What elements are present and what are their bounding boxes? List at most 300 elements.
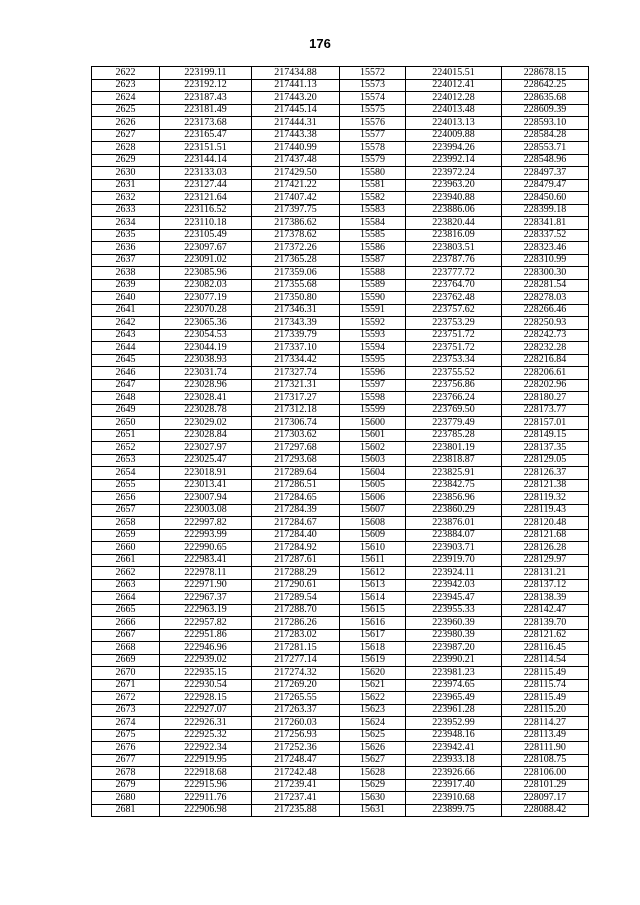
point-number-cell: 2658 [92, 517, 160, 530]
y-coordinate-cell: 228337.52 [502, 229, 589, 242]
point-number-cell: 15599 [340, 404, 406, 417]
x-coordinate-cell: 222911.76 [160, 792, 252, 805]
y-coordinate-cell: 228138.39 [502, 592, 589, 605]
point-number-cell: 2623 [92, 79, 160, 92]
table-row [92, 179, 589, 192]
table-row [92, 242, 589, 255]
y-coordinate-cell: 217297.68 [252, 442, 340, 455]
table-row [92, 629, 589, 642]
x-coordinate-cell: 223952.99 [406, 717, 502, 730]
x-coordinate-cell: 223116.52 [160, 204, 252, 217]
x-coordinate-cell: 223803.51 [406, 242, 502, 255]
point-number-cell: 2647 [92, 379, 160, 392]
table-row [92, 142, 589, 155]
x-coordinate-cell: 223903.71 [406, 542, 502, 555]
x-coordinate-cell: 224012.28 [406, 92, 502, 105]
y-coordinate-cell: 228115.20 [502, 704, 589, 717]
point-number-cell: 15573 [340, 79, 406, 92]
point-number-cell: 2632 [92, 192, 160, 205]
point-number-cell: 2634 [92, 217, 160, 230]
x-coordinate-cell: 223077.19 [160, 292, 252, 305]
x-coordinate-cell: 223787.76 [406, 254, 502, 267]
y-coordinate-cell: 217359.06 [252, 267, 340, 280]
y-coordinate-cell: 217288.29 [252, 567, 340, 580]
y-coordinate-cell: 228450.60 [502, 192, 589, 205]
point-number-cell: 2660 [92, 542, 160, 555]
table-row [92, 642, 589, 655]
x-coordinate-cell: 223963.20 [406, 179, 502, 192]
table-row [92, 704, 589, 717]
x-coordinate-cell: 223762.48 [406, 292, 502, 305]
y-coordinate-cell: 228250.93 [502, 317, 589, 330]
x-coordinate-cell: 223756.86 [406, 379, 502, 392]
x-coordinate-cell: 223133.03 [160, 167, 252, 180]
point-number-cell: 2628 [92, 142, 160, 155]
table-row [92, 417, 589, 430]
x-coordinate-cell: 223003.08 [160, 504, 252, 517]
point-number-cell: 15576 [340, 117, 406, 130]
y-coordinate-cell: 217365.28 [252, 254, 340, 267]
table-row [92, 379, 589, 392]
point-number-cell: 2648 [92, 392, 160, 405]
x-coordinate-cell: 223199.11 [160, 67, 252, 80]
y-coordinate-cell: 217283.02 [252, 629, 340, 642]
x-coordinate-cell: 223127.44 [160, 179, 252, 192]
y-coordinate-cell: 217334.42 [252, 354, 340, 367]
table-row [92, 504, 589, 517]
x-coordinate-cell: 223192.12 [160, 79, 252, 92]
table-row [92, 792, 589, 805]
y-coordinate-cell: 217237.41 [252, 792, 340, 805]
x-coordinate-cell: 223981.23 [406, 667, 502, 680]
y-coordinate-cell: 217293.68 [252, 454, 340, 467]
x-coordinate-cell: 223980.39 [406, 629, 502, 642]
y-coordinate-cell: 217303.62 [252, 429, 340, 442]
x-coordinate-cell: 224012.41 [406, 79, 502, 92]
point-number-cell: 15590 [340, 292, 406, 305]
point-number-cell: 2629 [92, 154, 160, 167]
y-coordinate-cell: 228121.38 [502, 479, 589, 492]
point-number-cell: 15580 [340, 167, 406, 180]
y-coordinate-cell: 228232.28 [502, 342, 589, 355]
point-number-cell: 2646 [92, 367, 160, 380]
x-coordinate-cell: 223860.29 [406, 504, 502, 517]
table-row [92, 229, 589, 242]
y-coordinate-cell: 228101.29 [502, 779, 589, 792]
point-number-cell: 15628 [340, 767, 406, 780]
point-number-cell: 2622 [92, 67, 160, 80]
y-coordinate-cell: 217239.41 [252, 779, 340, 792]
x-coordinate-cell: 224009.88 [406, 129, 502, 142]
point-number-cell: 15608 [340, 517, 406, 530]
y-coordinate-cell: 228216.84 [502, 354, 589, 367]
x-coordinate-cell: 223818.87 [406, 454, 502, 467]
x-coordinate-cell: 223816.09 [406, 229, 502, 242]
x-coordinate-cell: 223942.41 [406, 742, 502, 755]
table-row [92, 604, 589, 617]
x-coordinate-cell: 223910.68 [406, 792, 502, 805]
x-coordinate-cell: 223028.78 [160, 404, 252, 417]
y-coordinate-cell: 228137.35 [502, 442, 589, 455]
y-coordinate-cell: 217235.88 [252, 804, 340, 817]
y-coordinate-cell: 228113.49 [502, 729, 589, 742]
point-number-cell: 15594 [340, 342, 406, 355]
y-coordinate-cell: 217263.37 [252, 704, 340, 717]
x-coordinate-cell: 223987.20 [406, 642, 502, 655]
point-number-cell: 2643 [92, 329, 160, 342]
y-coordinate-cell: 217421.22 [252, 179, 340, 192]
y-coordinate-cell: 217350.80 [252, 292, 340, 305]
y-coordinate-cell: 228111.90 [502, 742, 589, 755]
point-number-cell: 2663 [92, 579, 160, 592]
point-number-cell: 15621 [340, 679, 406, 692]
y-coordinate-cell: 217277.14 [252, 654, 340, 667]
point-number-cell: 15596 [340, 367, 406, 380]
point-number-cell: 15630 [340, 792, 406, 805]
point-number-cell: 2668 [92, 642, 160, 655]
coordinates-table [91, 66, 589, 817]
x-coordinate-cell: 222906.98 [160, 804, 252, 817]
y-coordinate-cell: 217242.48 [252, 767, 340, 780]
y-coordinate-cell: 217289.64 [252, 467, 340, 480]
y-coordinate-cell: 217407.42 [252, 192, 340, 205]
table-row [92, 279, 589, 292]
x-coordinate-cell: 223886.06 [406, 204, 502, 217]
y-coordinate-cell: 228116.45 [502, 642, 589, 655]
table-row [92, 442, 589, 455]
point-number-cell: 15588 [340, 267, 406, 280]
point-number-cell: 2631 [92, 179, 160, 192]
point-number-cell: 2641 [92, 304, 160, 317]
point-number-cell: 15611 [340, 554, 406, 567]
table-row [92, 67, 589, 80]
point-number-cell: 15622 [340, 692, 406, 705]
y-coordinate-cell: 217327.74 [252, 367, 340, 380]
x-coordinate-cell: 222957.82 [160, 617, 252, 630]
point-number-cell: 15623 [340, 704, 406, 717]
table-row [92, 667, 589, 680]
x-coordinate-cell: 223031.74 [160, 367, 252, 380]
table-row [92, 367, 589, 380]
y-coordinate-cell: 217346.31 [252, 304, 340, 317]
x-coordinate-cell: 223007.94 [160, 492, 252, 505]
table-row [92, 554, 589, 567]
point-number-cell: 15577 [340, 129, 406, 142]
y-coordinate-cell: 217288.70 [252, 604, 340, 617]
table-row [92, 517, 589, 530]
point-number-cell: 2657 [92, 504, 160, 517]
point-number-cell: 15575 [340, 104, 406, 117]
y-coordinate-cell: 217274.32 [252, 667, 340, 680]
point-number-cell: 15601 [340, 429, 406, 442]
y-coordinate-cell: 217284.65 [252, 492, 340, 505]
x-coordinate-cell: 223779.49 [406, 417, 502, 430]
y-coordinate-cell: 228310.99 [502, 254, 589, 267]
point-number-cell: 2642 [92, 317, 160, 330]
y-coordinate-cell: 228678.15 [502, 67, 589, 80]
point-number-cell: 2680 [92, 792, 160, 805]
page-number: 176 [309, 36, 331, 51]
x-coordinate-cell: 222993.99 [160, 529, 252, 542]
table-row [92, 567, 589, 580]
y-coordinate-cell: 217445.14 [252, 104, 340, 117]
point-number-cell: 15579 [340, 154, 406, 167]
x-coordinate-cell: 223764.70 [406, 279, 502, 292]
table-row [92, 779, 589, 792]
x-coordinate-cell: 223992.14 [406, 154, 502, 167]
x-coordinate-cell: 223955.33 [406, 604, 502, 617]
y-coordinate-cell: 217281.15 [252, 642, 340, 655]
y-coordinate-cell: 228548.96 [502, 154, 589, 167]
x-coordinate-cell: 223028.96 [160, 379, 252, 392]
y-coordinate-cell: 228142.47 [502, 604, 589, 617]
table-row [92, 542, 589, 555]
table-row [92, 342, 589, 355]
point-number-cell: 15618 [340, 642, 406, 655]
point-number-cell: 2675 [92, 729, 160, 742]
point-number-cell: 2667 [92, 629, 160, 642]
x-coordinate-cell: 222915.96 [160, 779, 252, 792]
point-number-cell: 15595 [340, 354, 406, 367]
x-coordinate-cell: 223751.72 [406, 329, 502, 342]
point-number-cell: 15616 [340, 617, 406, 630]
y-coordinate-cell: 217397.75 [252, 204, 340, 217]
point-number-cell: 2669 [92, 654, 160, 667]
x-coordinate-cell: 222983.41 [160, 554, 252, 567]
point-number-cell: 2627 [92, 129, 160, 142]
x-coordinate-cell: 223940.88 [406, 192, 502, 205]
x-coordinate-cell: 223945.47 [406, 592, 502, 605]
point-number-cell: 2635 [92, 229, 160, 242]
y-coordinate-cell: 228126.28 [502, 542, 589, 555]
y-coordinate-cell: 228300.30 [502, 267, 589, 280]
point-number-cell: 2671 [92, 679, 160, 692]
y-coordinate-cell: 228609.39 [502, 104, 589, 117]
y-coordinate-cell: 228114.54 [502, 654, 589, 667]
x-coordinate-cell: 222926.31 [160, 717, 252, 730]
point-number-cell: 15613 [340, 579, 406, 592]
table-row [92, 742, 589, 755]
x-coordinate-cell: 222951.86 [160, 629, 252, 642]
table-row [92, 692, 589, 705]
y-coordinate-cell: 217256.93 [252, 729, 340, 742]
table-row [92, 154, 589, 167]
y-coordinate-cell: 217269.20 [252, 679, 340, 692]
y-coordinate-cell: 217440.99 [252, 142, 340, 155]
x-coordinate-cell: 223044.19 [160, 342, 252, 355]
x-coordinate-cell: 223082.03 [160, 279, 252, 292]
y-coordinate-cell: 217284.39 [252, 504, 340, 517]
x-coordinate-cell: 223028.41 [160, 392, 252, 405]
y-coordinate-cell: 217260.03 [252, 717, 340, 730]
y-coordinate-cell: 228584.28 [502, 129, 589, 142]
point-number-cell: 15603 [340, 454, 406, 467]
y-coordinate-cell: 228281.54 [502, 279, 589, 292]
point-number-cell: 15614 [340, 592, 406, 605]
point-number-cell: 15585 [340, 229, 406, 242]
x-coordinate-cell: 223038.93 [160, 354, 252, 367]
x-coordinate-cell: 222922.34 [160, 742, 252, 755]
table-row [92, 304, 589, 317]
y-coordinate-cell: 228097.17 [502, 792, 589, 805]
y-coordinate-cell: 228119.32 [502, 492, 589, 505]
point-number-cell: 15619 [340, 654, 406, 667]
y-coordinate-cell: 228642.25 [502, 79, 589, 92]
point-number-cell: 15589 [340, 279, 406, 292]
x-coordinate-cell: 223144.14 [160, 154, 252, 167]
y-coordinate-cell: 217252.36 [252, 742, 340, 755]
point-number-cell: 2664 [92, 592, 160, 605]
x-coordinate-cell: 222990.65 [160, 542, 252, 555]
x-coordinate-cell: 222939.02 [160, 654, 252, 667]
point-number-cell: 2676 [92, 742, 160, 755]
y-coordinate-cell: 217343.39 [252, 317, 340, 330]
table-row [92, 392, 589, 405]
y-coordinate-cell: 228115.74 [502, 679, 589, 692]
x-coordinate-cell: 223018.91 [160, 467, 252, 480]
y-coordinate-cell: 228635.68 [502, 92, 589, 105]
y-coordinate-cell: 228497.37 [502, 167, 589, 180]
point-number-cell: 2674 [92, 717, 160, 730]
x-coordinate-cell: 223029.02 [160, 417, 252, 430]
x-coordinate-cell: 223097.67 [160, 242, 252, 255]
point-number-cell: 15604 [340, 467, 406, 480]
point-number-cell: 15612 [340, 567, 406, 580]
x-coordinate-cell: 223884.07 [406, 529, 502, 542]
x-coordinate-cell: 222935.15 [160, 667, 252, 680]
table-row [92, 729, 589, 742]
y-coordinate-cell: 228137.12 [502, 579, 589, 592]
x-coordinate-cell: 223919.70 [406, 554, 502, 567]
y-coordinate-cell: 228266.46 [502, 304, 589, 317]
point-number-cell: 15586 [340, 242, 406, 255]
y-coordinate-cell: 217287.61 [252, 554, 340, 567]
x-coordinate-cell: 223173.68 [160, 117, 252, 130]
x-coordinate-cell: 223785.28 [406, 429, 502, 442]
table-row [92, 654, 589, 667]
y-coordinate-cell: 217289.54 [252, 592, 340, 605]
y-coordinate-cell: 228106.00 [502, 767, 589, 780]
x-coordinate-cell: 222925.32 [160, 729, 252, 742]
y-coordinate-cell: 217306.74 [252, 417, 340, 430]
y-coordinate-cell: 228278.03 [502, 292, 589, 305]
x-coordinate-cell: 223028.84 [160, 429, 252, 442]
point-number-cell: 2636 [92, 242, 160, 255]
point-number-cell: 2666 [92, 617, 160, 630]
point-number-cell: 2624 [92, 92, 160, 105]
y-coordinate-cell: 217355.68 [252, 279, 340, 292]
x-coordinate-cell: 223961.28 [406, 704, 502, 717]
y-coordinate-cell: 217286.26 [252, 617, 340, 630]
point-number-cell: 15627 [340, 754, 406, 767]
y-coordinate-cell: 217248.47 [252, 754, 340, 767]
x-coordinate-cell: 223187.43 [160, 92, 252, 105]
x-coordinate-cell: 223876.01 [406, 517, 502, 530]
point-number-cell: 2653 [92, 454, 160, 467]
point-number-cell: 2656 [92, 492, 160, 505]
point-number-cell: 15591 [340, 304, 406, 317]
point-number-cell: 2670 [92, 667, 160, 680]
y-coordinate-cell: 217290.61 [252, 579, 340, 592]
x-coordinate-cell: 223974.65 [406, 679, 502, 692]
y-coordinate-cell: 228121.68 [502, 529, 589, 542]
point-number-cell: 2652 [92, 442, 160, 455]
point-number-cell: 15615 [340, 604, 406, 617]
point-number-cell: 15609 [340, 529, 406, 542]
table-row [92, 804, 589, 817]
point-number-cell: 15605 [340, 479, 406, 492]
point-number-cell: 15593 [340, 329, 406, 342]
point-number-cell: 15631 [340, 804, 406, 817]
point-number-cell: 15592 [340, 317, 406, 330]
point-number-cell: 2639 [92, 279, 160, 292]
x-coordinate-cell: 222918.68 [160, 767, 252, 780]
y-coordinate-cell: 217284.67 [252, 517, 340, 530]
x-coordinate-cell: 223766.24 [406, 392, 502, 405]
table-row [92, 717, 589, 730]
y-coordinate-cell: 228115.49 [502, 667, 589, 680]
point-number-cell: 2679 [92, 779, 160, 792]
table-row [92, 679, 589, 692]
x-coordinate-cell: 223926.66 [406, 767, 502, 780]
point-number-cell: 15617 [340, 629, 406, 642]
x-coordinate-cell: 223751.72 [406, 342, 502, 355]
y-coordinate-cell: 217443.38 [252, 129, 340, 142]
y-coordinate-cell: 217339.79 [252, 329, 340, 342]
y-coordinate-cell: 217444.31 [252, 117, 340, 130]
y-coordinate-cell: 228399.18 [502, 204, 589, 217]
point-number-cell: 2640 [92, 292, 160, 305]
x-coordinate-cell: 223965.49 [406, 692, 502, 705]
x-coordinate-cell: 223165.47 [160, 129, 252, 142]
point-number-cell: 15629 [340, 779, 406, 792]
y-coordinate-cell: 217429.50 [252, 167, 340, 180]
x-coordinate-cell: 222971.90 [160, 579, 252, 592]
point-number-cell: 2678 [92, 767, 160, 780]
point-number-cell: 15610 [340, 542, 406, 555]
point-number-cell: 2638 [92, 267, 160, 280]
point-number-cell: 15620 [340, 667, 406, 680]
y-coordinate-cell: 228129.05 [502, 454, 589, 467]
x-coordinate-cell: 222963.19 [160, 604, 252, 617]
y-coordinate-cell: 217284.92 [252, 542, 340, 555]
x-coordinate-cell: 223110.18 [160, 217, 252, 230]
point-number-cell: 2662 [92, 567, 160, 580]
point-number-cell: 15602 [340, 442, 406, 455]
table-row [92, 429, 589, 442]
table-row [92, 404, 589, 417]
table-row [92, 592, 589, 605]
y-coordinate-cell: 228115.49 [502, 692, 589, 705]
y-coordinate-cell: 228173.77 [502, 404, 589, 417]
x-coordinate-cell: 223085.96 [160, 267, 252, 280]
point-number-cell: 2633 [92, 204, 160, 217]
point-number-cell: 2655 [92, 479, 160, 492]
x-coordinate-cell: 223820.44 [406, 217, 502, 230]
point-number-cell: 15600 [340, 417, 406, 430]
point-number-cell: 2665 [92, 604, 160, 617]
table-row [92, 117, 589, 130]
x-coordinate-cell: 222919.95 [160, 754, 252, 767]
x-coordinate-cell: 223924.11 [406, 567, 502, 580]
y-coordinate-cell: 217284.40 [252, 529, 340, 542]
table-row [92, 292, 589, 305]
table-row [92, 579, 589, 592]
y-coordinate-cell: 228108.75 [502, 754, 589, 767]
point-number-cell: 2654 [92, 467, 160, 480]
x-coordinate-cell: 223948.16 [406, 729, 502, 742]
x-coordinate-cell: 223151.51 [160, 142, 252, 155]
